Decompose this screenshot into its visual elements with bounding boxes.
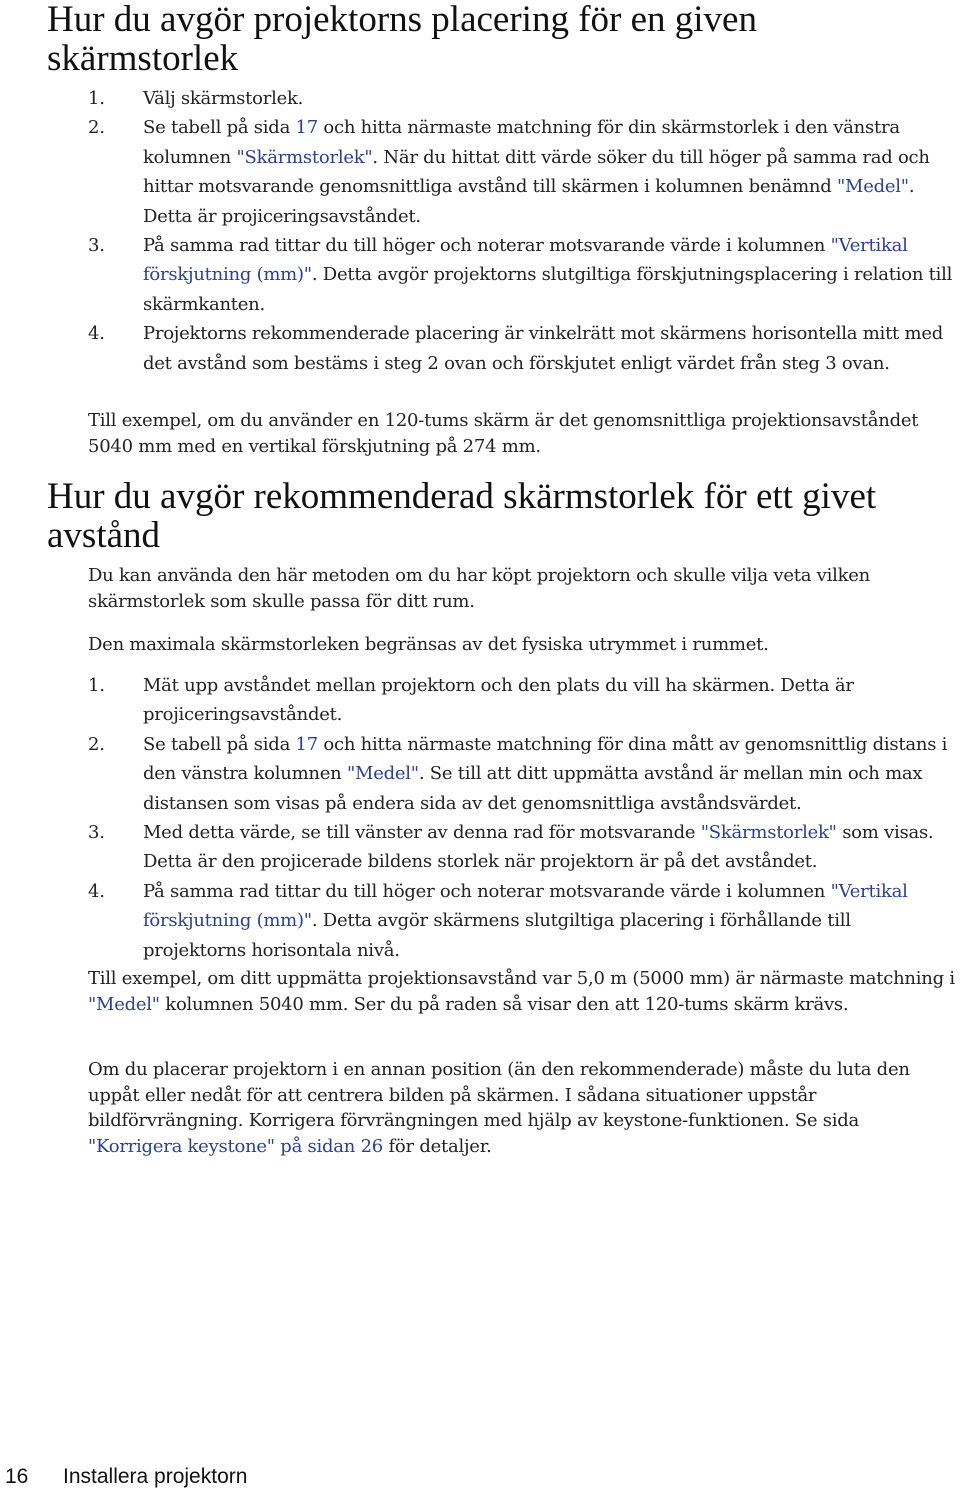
step-number: 2.	[88, 733, 105, 755]
note-paragraph	[88, 1057, 956, 1159]
medel-link[interactable]: "Medel"	[88, 993, 160, 1015]
vertikal-forskjutning-link[interactable]: "Vertikal förskjutning (mm)"	[143, 880, 908, 932]
step-text: Mät upp avståndet mellan projektorn och den plats du vill ha skärmen. Detta är projiceringsavståndet.	[143, 675, 854, 726]
medel-link[interactable]: "Medel"	[836, 176, 909, 198]
skarmstorlek-link[interactable]: "Skärmstorlek"	[236, 146, 373, 168]
page-footer	[5, 1462, 247, 1492]
skarmstorlek-link[interactable]: "Skärmstorlek"	[700, 822, 837, 844]
vertikal-forskjutning-link[interactable]: "Vertikal förskjutning (mm)"	[143, 235, 908, 286]
step-text: och hitta närmaste matchning för din skärmstorlek i den vänstra kolumnen	[143, 117, 900, 168]
list-item	[88, 319, 956, 378]
step-number: 3.	[88, 235, 105, 257]
step-text: Med detta värde, se till vänster av denna rad för motsvarande	[143, 822, 701, 844]
step-text: . Detta är projiceringsavståndet.	[143, 176, 915, 227]
step-number: 4.	[88, 880, 105, 902]
step-text: På samma rad tittar du till höger och noterar motsvarande värde i kolumnen	[143, 235, 831, 257]
list-item	[88, 231, 956, 319]
step-text: Projektorns rekommenderade placering är vinkelrätt mot skärmens horisontella mitt med det avstånd som bestäms i steg 2 ovan och förskjutet enligt värdet från steg 3 ovan.	[143, 323, 943, 374]
section-heading-screen-size: Hur du avgör rekommenderad skärmstorlek för ett givet avstånd	[47, 476, 877, 556]
list-item	[88, 671, 956, 730]
list-item	[88, 84, 956, 113]
step-text: På samma rad tittar du till höger och noterar motsvarande värde i kolumnen	[143, 880, 831, 902]
step-text: . När du hittat ditt värde söker du till höger på samma rad och hittar motsvarande genomsnittliga avstånd till skärmen i kolumnen benämnd	[143, 146, 930, 198]
medel-link[interactable]: "Medel"	[346, 763, 419, 785]
page-17-link[interactable]: 17	[295, 733, 318, 755]
note-text: för detaljer.	[383, 1135, 492, 1157]
step-text: och hitta närmaste matchning för dina mått av genomsnittlig distans i den vänstra kolumnen	[143, 733, 948, 785]
page-17-link[interactable]: 17	[295, 117, 318, 139]
screen-size-steps-list	[88, 671, 956, 965]
step-number: 2.	[88, 117, 105, 139]
step-number: 4.	[88, 323, 105, 345]
step-text: . Detta avgör skärmens slutgiltiga placering i förhållande till projektorns horisontala nivå.	[143, 910, 851, 961]
example-text: kolumnen 5040 mm. Ser du på raden så visar den att 120-tums skärm krävs.	[159, 993, 849, 1015]
chapter-title: Installera projektorn	[63, 1465, 248, 1488]
placement-steps-list	[88, 84, 956, 378]
section-heading-placement: Hur du avgör projektorns placering för en given skärmstorlek	[47, 0, 757, 79]
step-number: 3.	[88, 822, 105, 844]
intro-paragraph: Den maximala skärmstorleken begränsas av det fysiska utrymmet i rummet.	[88, 634, 769, 655]
step-text: som visas. Detta är den projicerade bildens storlek när projektorn är på det avståndet.	[143, 822, 934, 873]
step-number: 1.	[88, 88, 105, 109]
step-text: Välj skärmstorlek.	[143, 88, 304, 109]
intro-paragraph: Du kan använda den här metoden om du har köpt projektorn och skulle vilja veta vilken skärmstorlek som skulle passa för ditt rum.	[88, 565, 871, 612]
example-paragraph: Till exempel, om du använder en 120-tums skärm är det genomsnittliga projektionsavståndet 5040 mm med en vertikal förskjutning på 274 mm.	[88, 410, 919, 457]
step-text: . Se till att ditt uppmätta avstånd är mellan min och max distansen som visas på endera sida av det genomsnittliga avståndsvärdet.	[143, 763, 923, 814]
page-number: 16	[5, 1465, 29, 1488]
list-item	[88, 730, 956, 818]
step-text: Se tabell på sida	[143, 733, 296, 755]
korrigera-keystone-link[interactable]: "Korrigera keystone" på sidan 26	[88, 1135, 384, 1157]
list-item	[88, 113, 956, 231]
list-item	[88, 877, 956, 965]
step-text: Se tabell på sida	[143, 117, 296, 139]
note-text: Om du placerar projektorn i en annan position (än den rekommenderade) måste du luta den uppåt eller nedåt för att centrera bilden på skärmen. I sådana situationer uppstår bildförvrängning. Korrigera förvrängningen med hjälp av keystone-funktionen. Se sida	[88, 1059, 910, 1131]
step-number: 1.	[88, 675, 105, 696]
example-paragraph	[88, 966, 956, 1017]
example-text: Till exempel, om ditt uppmätta projektionsavstånd var 5,0 m (5000 mm) är närmaste matchning i	[88, 968, 955, 989]
step-text: . Detta avgör projektorns slutgiltiga förskjutningsplacering i relation till skärmkanten.	[143, 264, 953, 315]
list-item	[88, 818, 956, 877]
